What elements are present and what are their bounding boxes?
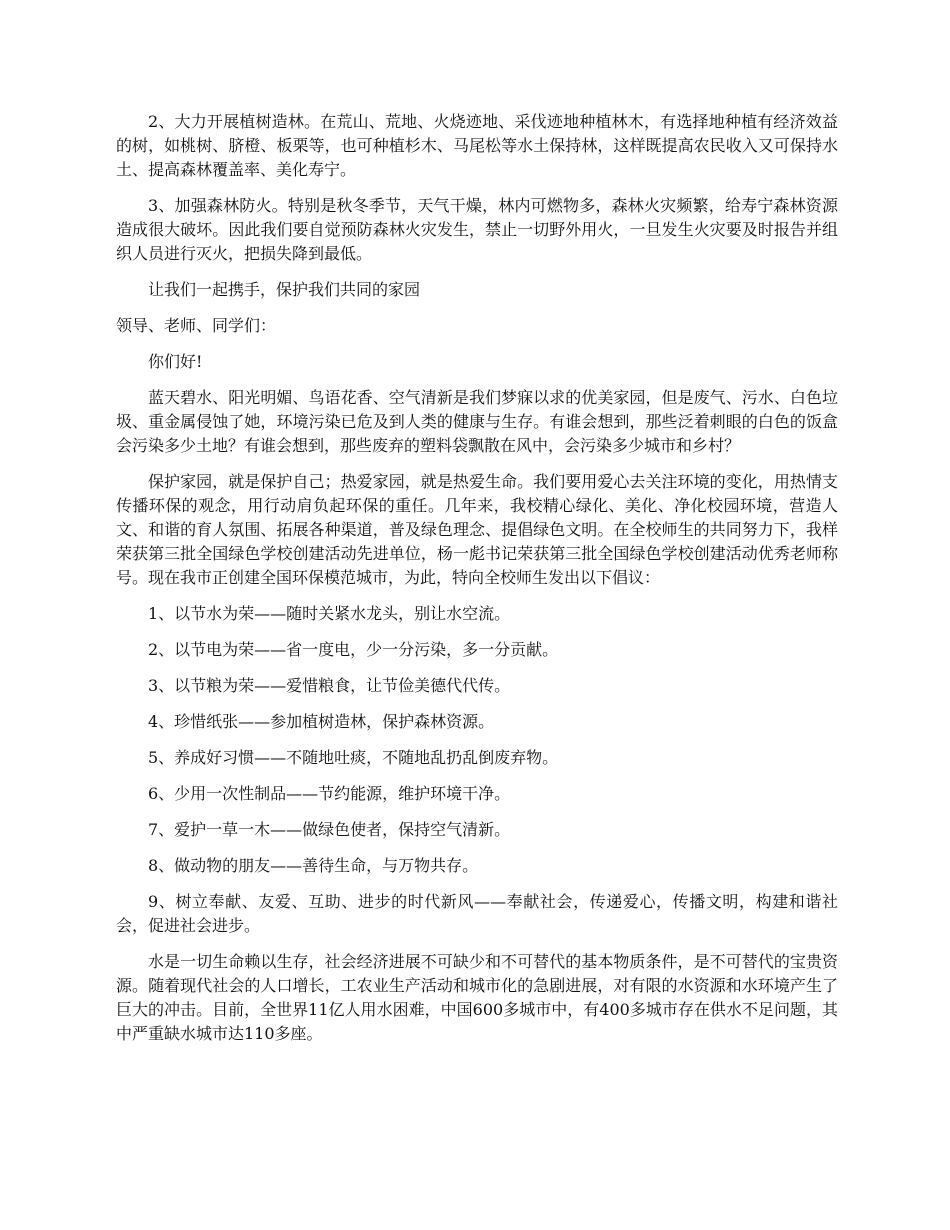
salutation: 领导、老师、同学们： (116, 316, 277, 335)
paragraph-fire-prevention: 3、加强森林防火。特别是秋冬季节，天气干燥，林内可燃物多，森林火灾频繁，给寿宁森林资源造成很大破坏。因此我们要自觉预防森林火灾发生，禁止一切野外用火，一旦发生火灾要及时报告并组织人员进行灭火，把损失降到最低。 (116, 196, 838, 263)
document-body (116, 110, 838, 1058)
proposal-item: 5、养成好习惯——不随地吐痰，不随地乱扔乱倒废弃物。 (148, 748, 559, 767)
greeting: 你们好! (148, 352, 203, 371)
proposal-item: 2、以节电为荣——省一度电，少一分污染，多一分贡献。 (148, 640, 559, 659)
proposal-item: 1、以节水为荣——随时关紧水龙头，别让水空流。 (148, 604, 511, 623)
proposal-item: 8、做动物的朋友——善待生命，与万物共存。 (148, 856, 479, 875)
proposal-item: 3、以节粮为荣——爱惜粮食，让节俭美德代代传。 (148, 676, 511, 695)
paragraph-closing-call: 让我们一起携手，保护我们共同的家园 (148, 280, 421, 299)
paragraph-water-resources: 水是一切生命赖以生存，社会经济进展不可缺少和不可替代的基本物质条件，是不可替代的宝贵资源。随着现代社会的人口增长，工农业生产活动和城市化的急剧进展，对有限的水资源和水环境产生了巨大的冲击。目前，全世界11亿人用水困难，中国600多城市中，有400多城市存在供水不足问题，其中严重缺水城市达110多座。 (116, 952, 838, 1043)
proposal-item: 4、珍惜纸张——参加植树造林，保护森林资源。 (148, 712, 495, 731)
paragraph-pollution: 蓝天碧水、阳光明媚、鸟语花香、空气清新是我们梦寐以求的优美家园，但是废气、污水、白色垃圾、重金属侵蚀了她，环境污染已危及到人类的健康与生存。有谁会想到，那些泛着刺眼的白色的饭盒会污染多少土地？有谁会想到，那些废弃的塑料袋飘散在风中，会污染多少城市和乡村？ (116, 388, 838, 455)
proposal-item: 7、爱护一草一木——做绿色使者，保持空气清新。 (148, 820, 511, 839)
paragraph-protect-home: 保护家园，就是保护自己；热爱家园，就是热爱生命。我们要用爱心去关注环境的变化，用热情支传播环保的观念，用行动肩负起环保的重任。几年来，我校精心绿化、美化、净化校园环境，营造人文、和谐的育人氛围、拓展各种渠道，普及绿色理念、提倡绿色文明。在全校师生的共同努力下，我样荣获第三批全国绿色学校创建活动先进单位，杨一彪书记荣获第三批全国绿色学校创建活动优秀老师称号。现在我市正创建全国环保模范城市，为此，特向全校师生发出以下倡议： (116, 472, 838, 587)
proposal-item: 9、树立奉献、友爱、互助、进步的时代新风——奉献社会，传递爱心，传播文明，构建和谐社会，促进社会进步。 (116, 892, 838, 935)
proposal-item: 6、少用一次性制品——节约能源，维护环境干净。 (148, 784, 511, 803)
paragraph-afforestation: 2、大力开展植树造林。在荒山、荒地、火烧迹地、采伐迹地种植林木，有选择地种植有经济效益的树，如桃树、脐橙、板栗等，也可种植杉木、马尾松等水土保持林，这样既提高农民收入又可保持水土、提高森林覆盖率、美化寿宁。 (116, 112, 838, 179)
